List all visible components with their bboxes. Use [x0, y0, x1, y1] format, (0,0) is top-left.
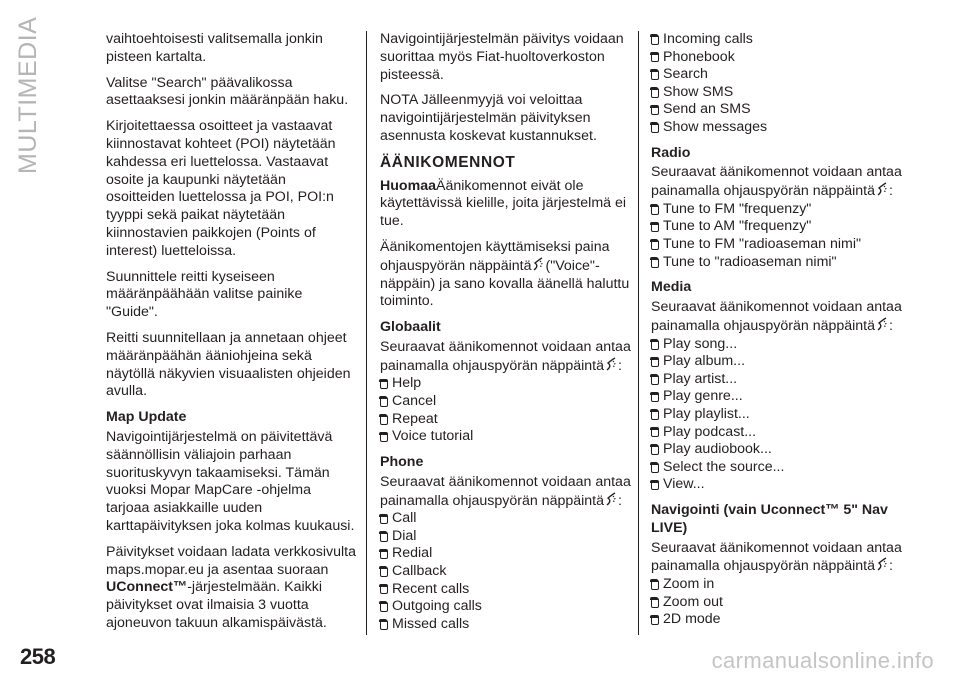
paragraph: Valitse "Search" päävalikossa asettaaksesi jonkin määränpään haku.: [106, 74, 349, 109]
bullet-icon: [651, 598, 659, 608]
list-item: [651, 219, 903, 237]
list-item-label: Voice tutorial: [392, 428, 474, 445]
bullet-icon: [651, 427, 659, 437]
column-divider-2: [638, 31, 639, 635]
list-item-label: Play album...: [663, 353, 746, 370]
bullet-icon: [651, 258, 659, 268]
list-item: [651, 576, 903, 594]
phone-command-list: [380, 510, 632, 633]
note: [380, 178, 632, 231]
colon: :: [889, 183, 893, 200]
intro-text: [651, 299, 903, 336]
bullet-icon: [651, 445, 659, 455]
paragraph: Navigointijärjestelmän päivitys voidaan suorittaa myös Fiat-huoltoverkoston pisteessä.: [380, 31, 624, 83]
voice-button-icon: [876, 182, 888, 196]
list-item-label: Incoming calls: [663, 30, 753, 47]
bullet-icon: [380, 532, 388, 542]
list-item-label: Select the source...: [663, 458, 785, 475]
bullet-icon: [380, 549, 388, 559]
list-item: [651, 424, 903, 442]
watermark: carmanualsonline.info: [711, 648, 934, 673]
bullet-icon: [380, 514, 388, 524]
list-item-label: Missed calls: [392, 615, 470, 632]
bullet-icon: [651, 70, 659, 80]
list-item: [651, 389, 903, 407]
bullet-icon: [651, 123, 659, 133]
text: Päivitykset voidaan ladata verkkosivulta maps.mopar.eu ja asentaa suoraan: [106, 543, 356, 578]
radio-command-list: [651, 201, 903, 271]
navigation-command-list: [651, 576, 903, 629]
list-item-label: Tune to AM "frequenzy": [663, 218, 812, 235]
list-item: [651, 49, 903, 67]
global-command-list: [380, 376, 632, 446]
text: Seuraavat äänikomennot voidaan antaa painamalla ohjauspyörän näppäintä: [380, 473, 631, 509]
text: Seuraavat äänikomennot voidaan antaa painamalla ohjauspyörän näppäintä: [380, 338, 631, 374]
list-item: [380, 510, 632, 528]
list-item-label: 2D mode: [663, 611, 721, 628]
bullet-icon: [651, 375, 659, 385]
list-item-label: Redial: [392, 545, 433, 562]
list-item-label: Zoom in: [663, 576, 715, 593]
text: ("Voice"-näppäin) ja sano kovalla äänellä haluttu toiminto.: [380, 257, 630, 310]
list-item-label: Send an SMS: [663, 101, 751, 118]
bullet-icon: [380, 397, 388, 407]
voice-button-icon: [876, 317, 888, 331]
list-item-label: Show messages: [663, 118, 768, 135]
intro-text: [651, 164, 903, 201]
paragraph: vaihtoehtoisesti valitsemalla jonkin pisteen kartalta.: [106, 31, 323, 65]
paragraph: [106, 544, 358, 633]
bullet-icon: [651, 463, 659, 473]
voice-button-icon: [605, 492, 617, 506]
list-item-label: Tune to FM "frequenzy": [663, 200, 812, 217]
list-item: [651, 611, 903, 629]
list-item: [651, 201, 903, 219]
list-item-label: Help: [392, 375, 422, 392]
list-item: [651, 66, 903, 84]
bullet-icon: [651, 205, 659, 215]
list-item: [651, 84, 903, 102]
list-item: [651, 441, 903, 459]
colon: :: [618, 357, 622, 374]
list-item-label: Search: [663, 66, 708, 83]
list-item-label: Show SMS: [663, 83, 734, 100]
list-item-label: Cancel: [392, 393, 437, 410]
list-item: [380, 616, 632, 634]
list-item: [651, 353, 903, 371]
list-item-label: Play artist...: [663, 370, 738, 387]
list-item-label: Play playlist...: [663, 406, 750, 422]
list-item-label: Outgoing calls: [392, 598, 482, 615]
list-item: [380, 376, 632, 394]
list-item-label: Play genre...: [663, 388, 743, 405]
text: Äänikomentojen käyttämiseksi paina ohjauspyörän näppäintä: [380, 238, 610, 274]
colon: :: [618, 492, 622, 509]
voice-button-icon: [532, 257, 544, 271]
list-item-label: Tune to FM "radioaseman nimi": [663, 236, 862, 253]
column-1: [106, 31, 358, 641]
paragraph: NOTA Jälleenmyyjä voi veloittaa navigointijärjestelmän päivityksen asennusta koskevat kustannukset.: [380, 92, 597, 144]
bullet-icon: [380, 432, 388, 442]
text: Seuraavat äänikomennot voidaan antaa painamalla ohjauspyörän näppäintä: [651, 164, 902, 200]
voice-button-icon: [876, 557, 888, 571]
phone-command-list-continued: [651, 31, 903, 137]
list-item: [651, 119, 903, 137]
paragraph: Suunnittele reitti kyseiseen määränpäähään valitse painike "Guide".: [106, 268, 303, 321]
list-item: [651, 459, 903, 477]
bullet-icon: [651, 580, 659, 590]
list-item: [651, 336, 903, 354]
bullet-icon: [651, 52, 659, 62]
text: Seuraavat äänikomennot voidaan antaa painamalla ohjauspyörän näppäintä: [651, 299, 902, 334]
bullet-icon: [651, 480, 659, 490]
phone-heading: Phone: [380, 453, 424, 470]
list-item-label: Callback: [392, 563, 447, 579]
paragraph: Reitti suunnitellaan ja annetaan ohjeet määränpäähän ääniohjeina sekä näytöllä näkyvien visuaalisten ohjeiden avulla.: [106, 329, 351, 400]
list-item-label: Dial: [392, 527, 417, 544]
list-item: [380, 528, 632, 546]
paragraph: Kirjoitettaessa osoitteet ja vastaavat kiinnostavat kohteet (POI) näytetään kahdessa eri luettelossa. Vastaavat osoite ja kaupunki näytetään osoitteiden luettelossa ja POI, POI:n tyyppi sekä paikat näytetään kiinnostavien paikkojen (Points of interest) luetteloissa.: [106, 118, 336, 259]
list-item-label: Play song...: [663, 335, 738, 352]
bullet-icon: [380, 602, 388, 612]
column-2: [380, 31, 632, 641]
list-item: [380, 393, 632, 411]
bullet-icon: [380, 415, 388, 425]
media-heading: Media: [651, 279, 692, 296]
list-item-label: Repeat: [392, 410, 438, 427]
list-item: [651, 371, 903, 389]
bullet-icon: [651, 35, 659, 45]
list-item-label: Tune to "radioaseman nimi": [663, 253, 837, 270]
bullet-icon: [380, 567, 388, 577]
list-item: [380, 411, 632, 429]
paragraph: [380, 239, 632, 311]
list-item: [380, 581, 632, 599]
list-item: [651, 406, 903, 424]
bullet-icon: [651, 615, 659, 625]
bullet-icon: [651, 340, 659, 350]
paragraph: Navigointijärjestelmä on päivitettävä säännöllisin väliajoin parhaan suorituskyvyn takaamiseksi. Tämän vuoksi Mopar MapCare -ohjelma tarjoaa asiakkaille uuden karttapäivityksen joka kolmas kuukausi.: [106, 428, 355, 534]
bullet-icon: [380, 379, 388, 389]
voice-commands-heading: ÄÄNIKOMENNOT: [380, 153, 516, 171]
intro-text: [380, 339, 632, 376]
bullet-icon: [651, 357, 659, 367]
list-item: [651, 236, 903, 254]
global-heading: Globaalit: [380, 319, 441, 336]
brand-name: UConnect™: [106, 579, 188, 596]
map-update-heading: Map Update: [106, 409, 187, 426]
intro-text: [651, 540, 903, 577]
column-3: [651, 31, 903, 637]
bullet-icon: [651, 410, 659, 420]
colon: :: [889, 558, 893, 575]
list-item: [651, 476, 903, 494]
list-item-label: Call: [392, 510, 417, 527]
list-item-label: Play audiobook...: [663, 441, 772, 458]
list-item-label: Play podcast...: [663, 423, 757, 440]
radio-heading: Radio: [651, 144, 691, 161]
bullet-icon: [380, 584, 388, 594]
list-item: [651, 594, 903, 612]
bullet-icon: [651, 240, 659, 250]
list-item-label: Recent calls: [392, 580, 470, 597]
bullet-icon: [380, 620, 388, 630]
text: -järjestelmään. Kaikki päivitykset ovat ilmaisia 3 vuotta ajoneuvon takuun alkamispäivästä.: [106, 579, 327, 631]
intro-text: [380, 474, 632, 511]
list-item: [380, 563, 632, 581]
list-item: [651, 31, 903, 49]
list-item: [380, 598, 632, 616]
bullet-icon: [651, 222, 659, 232]
section-label: MULTIMEDIA: [14, 16, 42, 174]
list-item-label: Zoom out: [663, 593, 723, 610]
bullet-icon: [651, 105, 659, 115]
section-tab: [8, 16, 72, 184]
list-item: [651, 101, 903, 119]
navigation-heading: Navigointi (vain Uconnect™ 5" Nav LIVE): [651, 502, 888, 536]
bullet-icon: [651, 392, 659, 402]
voice-button-icon: [605, 357, 617, 371]
text: Seuraavat äänikomennot voidaan antaa painamalla ohjauspyörän näppäintä: [651, 539, 902, 575]
list-item-label: Phonebook: [663, 48, 735, 65]
colon: :: [889, 317, 893, 334]
list-item: [651, 254, 903, 272]
list-item: [380, 428, 632, 446]
page-number: 258: [20, 644, 56, 669]
list-item: [380, 546, 632, 564]
bullet-icon: [651, 88, 659, 98]
list-item-label: View...: [663, 476, 705, 493]
column-divider-1: [366, 31, 367, 635]
media-command-list: [651, 336, 903, 494]
note-text: Äänikomennot eivät ole käytettävissä kielille, joita järjestelmä ei tue.: [380, 177, 627, 230]
note-label: Huomaa: [380, 177, 436, 194]
